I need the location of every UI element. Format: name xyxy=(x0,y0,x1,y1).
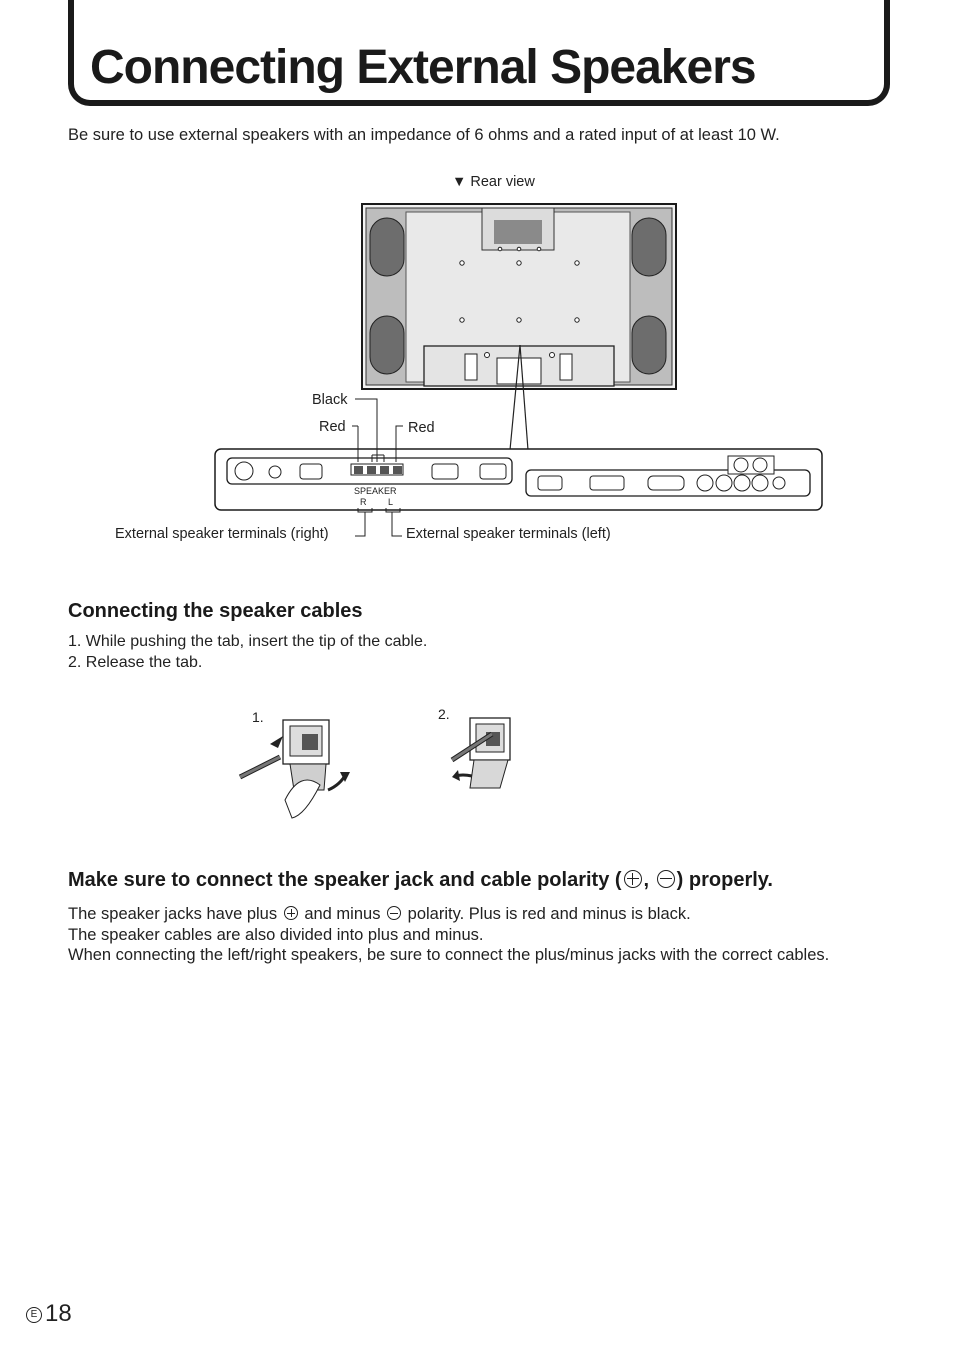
polarity-line-3: When connecting the left/right speakers, be sure to connect the plus/minus jacks with the correct cables. xyxy=(68,946,830,964)
label-red-left: Red xyxy=(319,419,346,435)
minus-icon xyxy=(657,870,675,888)
rear-view-diagram xyxy=(0,160,954,560)
label-black: Black xyxy=(312,392,348,408)
speaker-label: SPEAKER xyxy=(354,486,397,496)
figure-2 xyxy=(452,718,510,788)
r-label: R xyxy=(360,497,367,507)
polarity-heading-start: Make sure to connect the speaker jack and cable polarity ( xyxy=(68,869,622,891)
speaker-grille-right-top xyxy=(632,218,666,276)
polarity-line-2: The speaker cables are also divided into plus and minus. xyxy=(68,925,484,944)
polarity-heading-sep: , xyxy=(643,869,650,891)
speaker-grille-left-top xyxy=(370,218,404,276)
cable-figures xyxy=(0,700,954,830)
l-label: L xyxy=(388,497,394,507)
figure-1 xyxy=(240,720,350,818)
polarity-line-1a: The speaker jacks have plus xyxy=(68,905,278,923)
fig2-label: 2. xyxy=(438,706,450,722)
cable-steps xyxy=(68,631,427,673)
page-title: Connecting External Speakers xyxy=(90,41,756,94)
polarity-line-1b: and minus xyxy=(304,905,381,923)
label-red-right: Red xyxy=(408,420,435,436)
terminal-panel xyxy=(215,449,822,510)
speaker-grille-left-bottom xyxy=(370,316,404,374)
intro-text: Be sure to use external speakers with an impedance of 6 ohms and a rated input of at least 10 W. xyxy=(68,126,780,144)
step-2: 2. Release the tab. xyxy=(68,654,203,671)
plus-icon xyxy=(284,906,298,920)
polarity-line-1 xyxy=(68,904,829,925)
page-footer xyxy=(26,1300,72,1328)
rear-view-label: ▼ Rear view xyxy=(452,174,535,190)
plus-icon xyxy=(624,870,642,888)
speaker-grille-right-bottom xyxy=(632,316,666,374)
speaker-jacks xyxy=(351,464,403,475)
fig1-label: 1. xyxy=(252,709,264,725)
terminals-right-label: External speaker terminals (right) xyxy=(115,526,329,542)
polarity-heading xyxy=(68,869,773,892)
cables-heading: Connecting the speaker cables xyxy=(68,600,363,622)
terminals-left-label: External speaker terminals (left) xyxy=(406,526,611,542)
page-number: 18 xyxy=(45,1300,72,1327)
polarity-text xyxy=(68,904,829,966)
language-mark: E xyxy=(26,1307,42,1323)
minus-icon xyxy=(387,906,401,920)
step-1: 1. While pushing the tab, insert the tip of the cable. xyxy=(68,633,428,650)
polarity-heading-end: ) properly. xyxy=(676,869,773,891)
polarity-line-1c: polarity. Plus is red and minus is black. xyxy=(407,905,691,923)
